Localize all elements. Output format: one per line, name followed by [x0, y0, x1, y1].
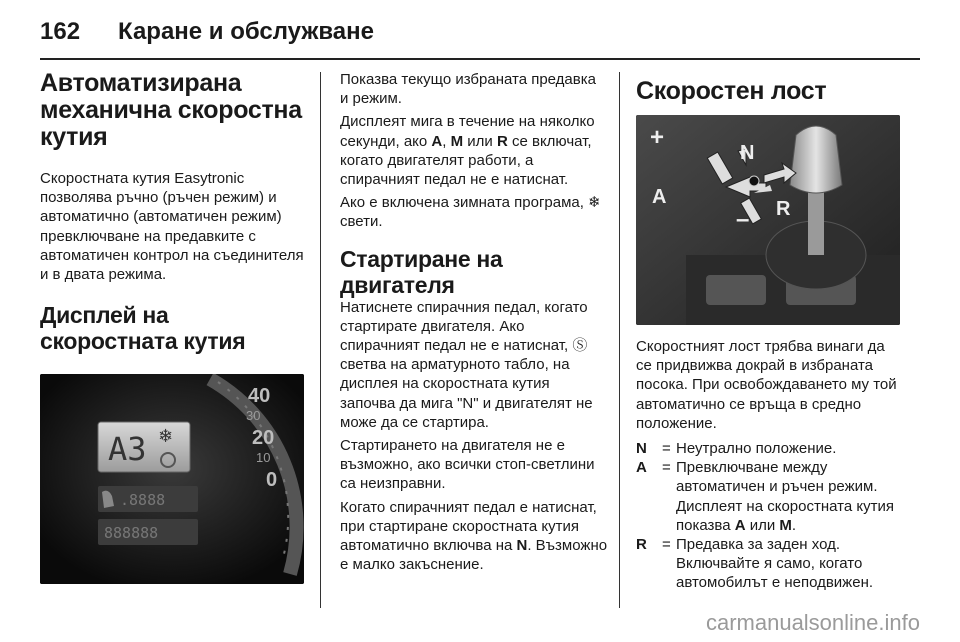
gauge-tick-10: 10 [256, 450, 271, 466]
auto-neutral-note: Когато спирачният педал е натиснат, при стартиране скоростната кутия автоматично включва на N. Възможно е малко закъснение. [340, 498, 608, 574]
page-header [40, 14, 920, 58]
gearbox-display-figure [40, 374, 304, 584]
winter-program-note: Ако е включена зимната програма, ❄ свети. [340, 194, 601, 231]
display-description: Показва текущо избраната предавка и режим. [340, 71, 596, 108]
svg-text:.8888: .8888 [120, 491, 166, 510]
selector-lever-figure [636, 115, 900, 325]
display-blink-note: Дисплеят мига в течение на няколко секунди, ако A, M или R се включат, когато двигателят работи, а спирачният педал не е натиснат. [340, 113, 595, 189]
label-r: R [776, 198, 791, 220]
instrument-cluster-illustration [40, 374, 304, 584]
label-a: A [652, 186, 667, 208]
gauge-tick-30: 30 [246, 408, 261, 424]
watermark-link[interactable]: carmanualsonline.info [705, 610, 920, 635]
svg-text:888888: 888888 [104, 524, 159, 543]
definition-row: A = Превключване между автоматичен и ръчен режим. Дисплеят на скоростната кутия показва A или M. [636, 459, 894, 534]
header-rule [40, 58, 920, 60]
column-1 [40, 70, 306, 584]
section-heading-display: Дисплей на скоростната кутия [40, 302, 246, 355]
column-3 [636, 70, 904, 593]
winter-program-icon: ❄ [588, 194, 601, 212]
column-2 [340, 70, 608, 574]
brake-warning-icon: Ⓢ [572, 337, 588, 355]
gauge-tick-0: 0 [266, 469, 278, 492]
page-number: 162 [40, 18, 81, 45]
column-divider-1 [320, 72, 321, 608]
display-gear-readout: A3 [108, 430, 147, 469]
gauge-tick-40: 40 [248, 385, 271, 408]
snowflake-icon: ❄ [158, 426, 174, 448]
brake-lights-note: Стартирането на двигателя не е възможно, ако всички стоп-светлини са неизправни. [340, 437, 595, 493]
column-divider-2 [619, 72, 620, 608]
chapter-title: Каране и обслужване [118, 18, 374, 45]
selector-lever-illustration [636, 115, 900, 325]
engine-start-brake-note: Натиснете спирачния педал, когато стартирате двигателя. Ако спирачният педал не е натиснат, Ⓢ светва на арматурното табло, на дисплея на скоростната кутия започва да мига "N" и двигателят не може да се стартира. [340, 298, 593, 431]
section-heading-selector-lever: Скоростен лост [636, 77, 827, 105]
label-n: N [740, 142, 755, 164]
gear-knob [790, 126, 842, 193]
label-plus: + [650, 124, 665, 151]
definition-row: R = Предавка за заден ход. Включвайте я само, когато автомобилът е неподвижен. [636, 536, 874, 592]
position-definitions [636, 439, 904, 593]
section-heading-gearbox: Автоматизирана механична скоростна кутия [40, 69, 302, 151]
label-minus: – [736, 206, 750, 233]
section-heading-engine-start: Стартиране на двигателя [340, 245, 503, 298]
gauge-tick-20: 20 [252, 427, 275, 450]
selector-lever-description: Скоростният лост трябва винаги да се придвижва докрай в избраната посока. При освобождаването му той автоматично се връща в средно положение. [636, 338, 897, 432]
center-position-dot [749, 176, 759, 186]
definition-row: N = Неутрално положение. [636, 440, 837, 458]
gearbox-intro: Скоростната кутия Easytronic позволява ръчно (ръчен режим) и автоматично (автоматичен режим) превключване на предавките с автоматичен контрол на съединителя и в двата режима. [40, 170, 304, 284]
